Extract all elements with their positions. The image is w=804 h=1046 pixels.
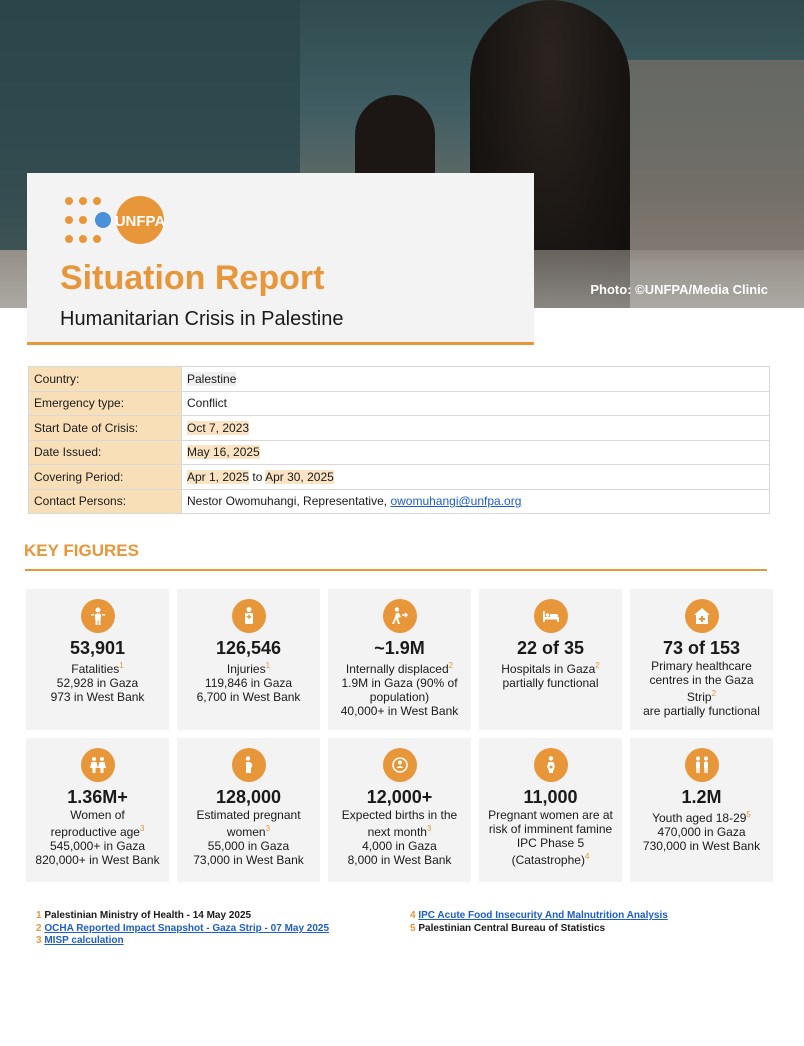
- figure-number: 1.36M+: [67, 787, 128, 807]
- figure-card-pregnant: [177, 738, 320, 882]
- key-figures-grid: [26, 589, 770, 882]
- figure-number: 12,000+: [366, 787, 433, 807]
- figure-label: (Catastrophe): [511, 852, 585, 867]
- issued-label: Date Issued:: [29, 440, 182, 465]
- figure-number: 126,546: [215, 638, 282, 658]
- emergency-label: Emergency type:: [29, 391, 182, 416]
- period-to: Apr 30, 2025: [265, 469, 334, 484]
- figure-detail: 8,000 in West Bank: [347, 852, 452, 867]
- footnote-ref: 1: [119, 660, 124, 670]
- figure-label: Expected births in the: [341, 807, 458, 822]
- figure-label: Youth aged 18-29: [652, 810, 747, 825]
- footnote-ref: 4: [584, 851, 590, 861]
- page-title: Situation Report: [60, 259, 325, 297]
- period-to-word: to: [252, 469, 263, 484]
- footnote-3[interactable]: 3 MISP calculation: [36, 935, 124, 946]
- figure-detail: 470,000 in Gaza: [657, 824, 746, 839]
- table-row: [29, 440, 770, 465]
- table-row: [29, 416, 770, 441]
- table-row: [29, 367, 770, 392]
- period-from: Apr 1, 2025: [187, 469, 250, 484]
- injury-icon: [232, 599, 266, 633]
- contact-label: Contact Persons:: [29, 489, 182, 514]
- figure-card-fatalities: [26, 589, 169, 730]
- figure-detail: 55,000 in Gaza: [207, 838, 290, 853]
- figure-label: risk of imminent famine: [488, 821, 613, 836]
- crisis-info-table: [28, 366, 770, 514]
- contact-value: Nestor Owomuhangi, Representative,: [187, 494, 388, 509]
- figure-label: Estimated pregnant: [196, 807, 301, 822]
- footnote-ref: 3: [265, 823, 271, 833]
- figure-number: 1.2M: [681, 787, 722, 807]
- country-label: Country:: [29, 367, 182, 392]
- period-label: Covering Period:: [29, 465, 182, 490]
- figure-card-health-centres: [630, 589, 773, 730]
- figure-label: Pregnant women are at: [488, 807, 613, 822]
- figure-card-youth: [630, 738, 773, 882]
- figure-detail: 6,700 in West Bank: [196, 689, 301, 704]
- person-hurt-icon: [81, 599, 115, 633]
- footnote-ref: 2: [448, 660, 454, 670]
- page-subtitle: Humanitarian Crisis in Palestine: [60, 308, 344, 330]
- footnote-ref: 2: [711, 688, 717, 698]
- figure-number: 11,000: [523, 787, 578, 807]
- contact-email-link[interactable]: owomuhangi@unfpa.org: [390, 494, 522, 509]
- youth-icon: [685, 748, 719, 782]
- figure-label: Hospitals in Gaza: [501, 661, 596, 676]
- footnote-5: 5 Palestinian Central Bureau of Statistics: [410, 923, 606, 934]
- emergency-value: Conflict: [182, 391, 770, 416]
- figure-detail: 52,928 in Gaza: [56, 675, 139, 690]
- pregnant-famine-icon: [534, 748, 568, 782]
- figure-detail: are partially functional: [643, 703, 760, 718]
- figure-detail: 119,846 in Gaza: [204, 675, 293, 690]
- start-date-value: Oct 7, 2023: [187, 420, 250, 435]
- svg-text:UNFPA: UNFPA: [114, 213, 166, 230]
- figure-label: reproductive age: [50, 824, 140, 839]
- unfpa-logo: [63, 195, 173, 245]
- figure-detail: population): [369, 689, 430, 704]
- issued-value: May 16, 2025: [187, 445, 260, 460]
- key-figures-divider: [25, 569, 767, 571]
- figure-detail: 73,000 in West Bank: [193, 852, 304, 867]
- figure-detail: 1.9M in Gaza (90% of: [341, 675, 458, 690]
- displaced-icon: [383, 599, 417, 633]
- figure-number: 53,901: [69, 638, 126, 658]
- figure-label: Injuries: [226, 661, 266, 676]
- figure-detail: 730,000 in West Bank: [642, 838, 761, 853]
- figure-card-famine: [479, 738, 622, 882]
- figure-label: next month: [367, 824, 427, 839]
- footnote-ref: 3: [139, 823, 145, 833]
- figure-card-hospitals: [479, 589, 622, 730]
- footnote-4[interactable]: 4 IPC Acute Food Insecurity And Malnutrition Analysis: [410, 910, 668, 921]
- table-row: [29, 489, 770, 514]
- baby-icon: [383, 748, 417, 782]
- start-date-label: Start Date of Crisis:: [29, 416, 182, 441]
- figure-label: Women of: [70, 807, 125, 822]
- figure-detail: 973 in West Bank: [50, 689, 145, 704]
- figure-detail: 545,000+ in Gaza: [49, 838, 146, 853]
- footnote-ref: 5: [746, 809, 751, 819]
- key-figures-heading: KEY FIGURES: [24, 541, 139, 560]
- hospital-bed-icon: [534, 599, 568, 633]
- photo-credit: Photo: ©UNFPA/Media Clinic: [590, 282, 768, 297]
- figure-label: women: [226, 824, 266, 839]
- figure-number: 73 of 153: [662, 638, 741, 658]
- figure-detail: partially functional: [502, 675, 599, 690]
- footnote-link[interactable]: MISP calculation: [44, 935, 124, 946]
- footnote-2[interactable]: 2 OCHA Reported Impact Snapshot - Gaza Strip - 07 May 2025: [36, 923, 330, 934]
- footnote-1: 1 Palestinian Ministry of Health - 14 May 2025: [36, 910, 252, 921]
- figure-number: ~1.9M: [374, 638, 425, 658]
- footnote-link[interactable]: OCHA Reported Impact Snapshot - Gaza Strip - 07 May 2025: [44, 923, 330, 934]
- table-row: [29, 391, 770, 416]
- title-card: [27, 173, 534, 345]
- figure-detail: 40,000+ in West Bank: [340, 703, 459, 718]
- footnote-link[interactable]: IPC Acute Food Insecurity And Malnutrition Analysis: [418, 910, 668, 921]
- figure-detail: 820,000+ in West Bank: [35, 852, 160, 867]
- footnote-ref: 2: [595, 660, 600, 670]
- pregnant-icon: [232, 748, 266, 782]
- country-value: Palestine: [187, 371, 237, 386]
- figure-label: IPC Phase 5: [516, 835, 585, 850]
- figure-card-women: [26, 738, 169, 882]
- figure-label: centres in the Gaza Strip: [649, 672, 754, 704]
- figure-detail: 4,000 in Gaza: [362, 838, 437, 853]
- footnote-ref: 1: [265, 660, 271, 670]
- footnote-ref: 3: [426, 823, 432, 833]
- figure-label: Primary healthcare: [651, 658, 752, 673]
- figure-card-births: [328, 738, 471, 882]
- health-centre-icon: [685, 599, 719, 633]
- table-row: [29, 465, 770, 490]
- figure-number: 128,000: [215, 787, 282, 807]
- figure-number: 22 of 35: [516, 638, 585, 658]
- figure-label: Internally displaced: [345, 661, 449, 676]
- women-icon: [81, 748, 115, 782]
- figure-card-injuries: [177, 589, 320, 730]
- figure-label: Fatalities: [71, 661, 120, 676]
- figure-card-displaced: [328, 589, 471, 730]
